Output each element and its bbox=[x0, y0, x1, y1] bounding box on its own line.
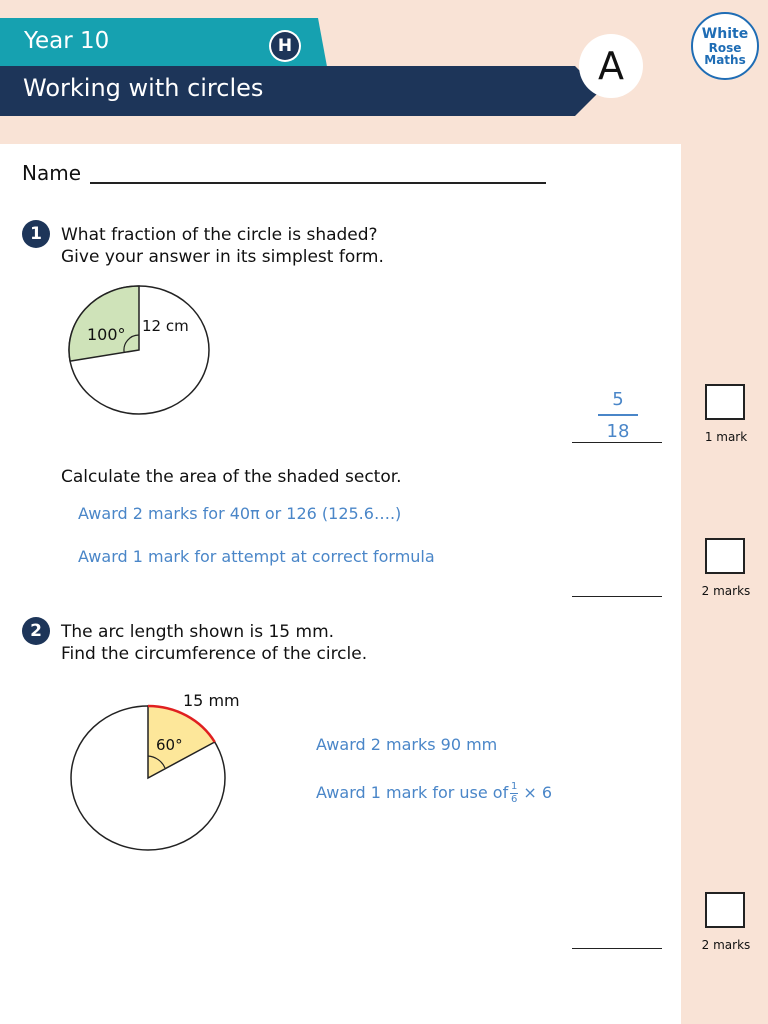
answer-line-1b[interactable] bbox=[572, 596, 662, 597]
tier-badge: H bbox=[271, 32, 299, 60]
name-label: Name bbox=[22, 161, 82, 185]
mark-label-2: 2 marks bbox=[701, 938, 751, 952]
mark-label-1b: 2 marks bbox=[701, 584, 751, 598]
sector-diagram-1 bbox=[60, 280, 220, 420]
mark-scheme-2-award-2: Award 2 marks 90 mm bbox=[316, 735, 498, 754]
radius-label-1: 12 cm bbox=[142, 317, 189, 335]
page-title: Working with circles bbox=[23, 74, 264, 102]
mark-scheme-2-award-1: Award 1 mark for use of $\frac{1}{6}$ × 6 bbox=[316, 781, 552, 805]
angle-label-2: 60° bbox=[156, 736, 183, 754]
sector-diagram-2 bbox=[60, 700, 240, 880]
mark-box-1a[interactable] bbox=[705, 384, 745, 420]
angle-label-1: 100° bbox=[87, 325, 126, 344]
question-1-part-2: Calculate the area of the shaded sector. bbox=[61, 467, 402, 487]
white-rose-maths-logo: White Rose Maths bbox=[691, 12, 759, 80]
answer-fraction: 5 18 bbox=[598, 389, 638, 443]
mini-fraction: $\frac{1}{6}$ bbox=[511, 781, 518, 805]
mark-scheme-1-award-1: Award 1 mark for attempt at correct formula bbox=[78, 547, 435, 566]
mark-box-1b[interactable] bbox=[705, 538, 745, 574]
answer-line-1a[interactable] bbox=[572, 442, 662, 443]
mark-scheme-1-award-2: Award 2 marks for 40π or 126 (125.6….) bbox=[78, 504, 402, 523]
mark-label-1a: 1 mark bbox=[704, 430, 748, 444]
shaded-sector-1 bbox=[69, 286, 139, 361]
question-1-line-2: Give your answer in its simplest form. bbox=[61, 247, 384, 267]
answer-line-2[interactable] bbox=[572, 948, 662, 949]
margin-strip bbox=[681, 0, 768, 1024]
arc-length-label: 15 mm bbox=[183, 691, 240, 710]
name-field[interactable] bbox=[90, 182, 546, 184]
version-badge: A bbox=[579, 34, 643, 98]
question-number-2: 2 bbox=[22, 617, 50, 645]
question-2-line-2: Find the circumference of the circle. bbox=[61, 644, 368, 664]
mark-box-2[interactable] bbox=[705, 892, 745, 928]
question-1-line-1: What fraction of the circle is shaded? bbox=[61, 225, 378, 245]
year-label: Year 10 bbox=[24, 28, 110, 54]
question-number-1: 1 bbox=[22, 220, 50, 248]
question-2-line-1: The arc length shown is 15 mm. bbox=[61, 622, 335, 642]
